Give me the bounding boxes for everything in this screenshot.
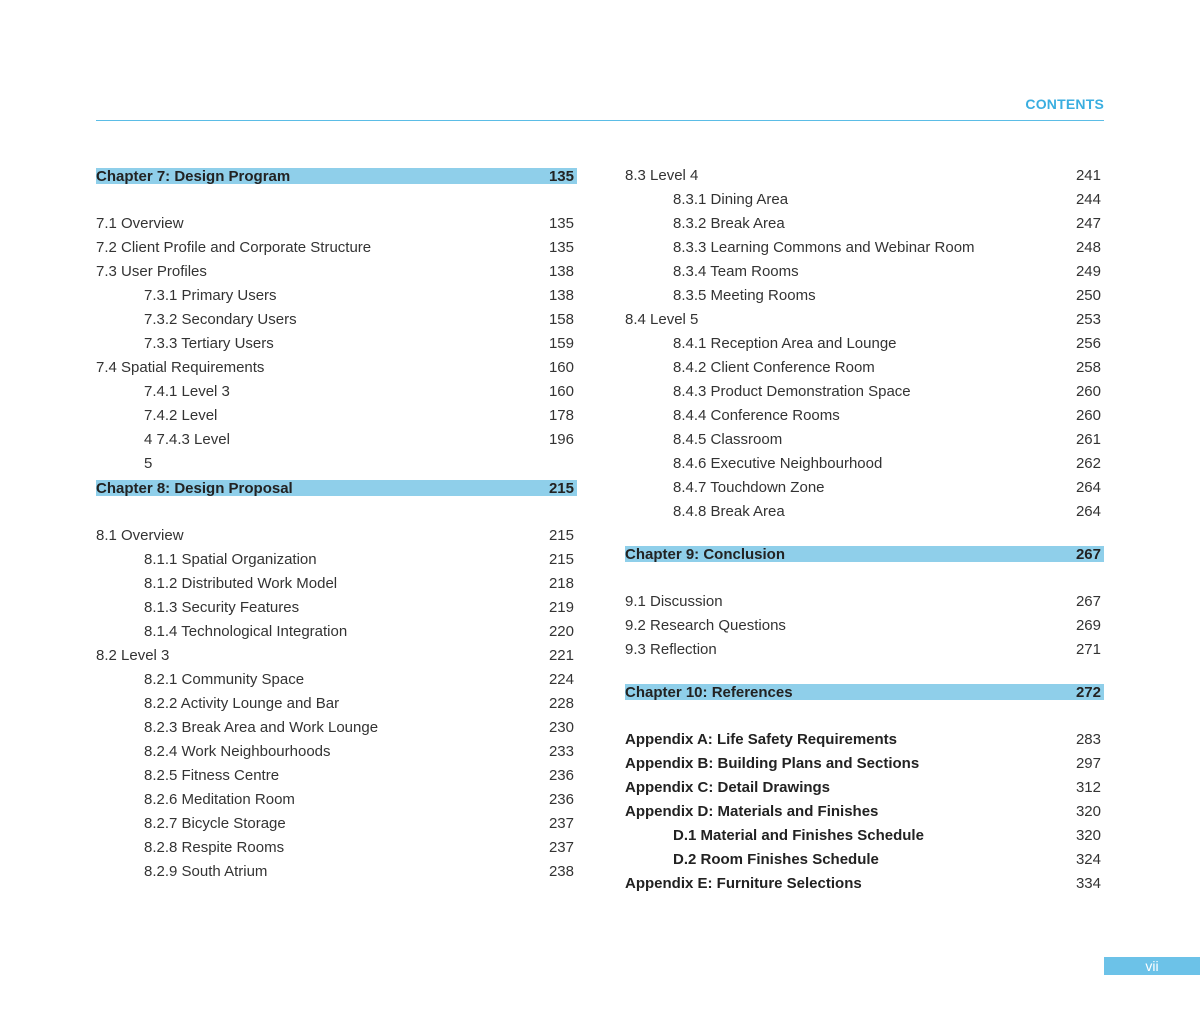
toc-subentry[interactable] [96, 311, 577, 335]
toc-entry-page: 138 [548, 287, 574, 304]
toc-entry-title: 8.4.7 Touchdown Zone [673, 479, 825, 496]
toc-entry-page: 215 [548, 527, 574, 544]
toc-appendix-entry[interactable] [625, 779, 1104, 803]
toc-entry-title: 8.4 Level 5 [625, 311, 699, 328]
toc-entry-title: 7.3.2 Secondary Users [144, 311, 297, 328]
toc-entry-page: 236 [548, 767, 574, 784]
toc-entry-title: 7.4 Spatial Requirements [96, 359, 265, 376]
toc-entry-title: 8.3.4 Team Rooms [673, 263, 799, 280]
toc-entry-page: 178 [548, 407, 574, 424]
toc-entry-page: 261 [1075, 431, 1101, 448]
toc-entry-title: 8.3.1 Dining Area [673, 191, 789, 208]
toc-entry-title: 8.1.3 Security Features [144, 599, 300, 616]
toc-entry-page: 320 [1075, 803, 1101, 820]
toc-entry-title: 8.1 Overview [96, 527, 184, 544]
toc-entry-page: 283 [1075, 731, 1101, 748]
toc-spacer [625, 527, 1104, 545]
toc-entry-page: 248 [1075, 239, 1101, 256]
toc-subentry[interactable] [625, 263, 1104, 287]
toc-entry[interactable] [96, 215, 577, 239]
page-header-title: CONTENTS [1025, 96, 1104, 112]
toc-subentry[interactable] [96, 407, 577, 431]
toc-subentry[interactable] [96, 743, 577, 767]
toc-entry[interactable] [96, 263, 577, 287]
toc-entry-title: 8.3 Level 4 [625, 167, 699, 184]
toc-chapter-heading[interactable] [96, 479, 577, 527]
toc-entry[interactable] [96, 359, 577, 383]
toc-entry-page: 230 [548, 719, 574, 736]
toc-entry-title: 9.2 Research Questions [625, 617, 786, 634]
toc-entry-page: 196 [548, 431, 574, 448]
toc-subentry[interactable] [96, 335, 577, 359]
toc-entry-page: 218 [548, 575, 574, 592]
toc-entry-page: 221 [548, 647, 574, 664]
toc-subentry[interactable] [96, 287, 577, 311]
toc-entry[interactable] [625, 167, 1104, 191]
toc-subentry[interactable] [96, 383, 577, 407]
toc-entry-page: 272 [1075, 684, 1101, 701]
toc-subentry[interactable] [96, 719, 577, 743]
toc-entry-page: 250 [1075, 287, 1101, 304]
toc-entry-page: 297 [1075, 755, 1101, 772]
toc-subentry[interactable] [625, 407, 1104, 431]
toc-entry-title: 8.3.2 Break Area [673, 215, 785, 232]
toc-entry-page: 324 [1075, 851, 1101, 868]
toc-entry-title: 8.1.2 Distributed Work Model [144, 575, 338, 592]
toc-entry-page: 334 [1075, 875, 1101, 892]
toc-entry-title: 8.4.4 Conference Rooms [673, 407, 840, 424]
toc-subentry[interactable] [96, 599, 577, 623]
toc-entry-title: 8.2.3 Break Area and Work Lounge [144, 719, 379, 736]
toc-entry-page: 135 [548, 168, 574, 185]
toc-entry-title: 8.4.8 Break Area [673, 503, 785, 520]
toc-entry-page: 220 [548, 623, 574, 640]
toc-subentry[interactable] [96, 767, 577, 791]
toc-subentry[interactable] [96, 551, 577, 575]
toc-subentry[interactable] [625, 215, 1104, 239]
toc-entry-title: 7.1 Overview [96, 215, 184, 232]
toc-entry[interactable] [625, 311, 1104, 335]
toc-entry-title: Appendix A: Life Safety Requirements [625, 731, 897, 748]
toc-entry-page: 260 [1075, 383, 1101, 400]
toc-entry-title: Appendix D: Materials and Finishes [625, 803, 879, 820]
toc-entry-title: 8.2.9 South Atrium [144, 863, 268, 880]
toc-entry-page: 160 [548, 359, 574, 376]
toc-subentry[interactable] [96, 695, 577, 719]
toc-entry-title: Chapter 9: Conclusion [625, 546, 786, 563]
toc-entry-title: 8.2.2 Activity Lounge and Bar [144, 695, 340, 712]
toc-entry-title: 8.4.3 Product Demonstration Space [673, 383, 911, 400]
toc-entry-title: Chapter 7: Design Program [96, 168, 291, 185]
toc-entry-page: 219 [548, 599, 574, 616]
toc-entry-page: 262 [1075, 455, 1101, 472]
toc-subentry[interactable] [625, 191, 1104, 215]
toc-entry-title: 8.1.4 Technological Integration [144, 623, 348, 640]
toc-entry-title: 8.4.6 Executive Neighbourhood [673, 455, 883, 472]
toc-entry-page: 238 [548, 863, 574, 880]
toc-entry-page: 260 [1075, 407, 1101, 424]
toc-appendix-entry[interactable] [625, 731, 1104, 755]
toc-entry-title: 8.3.5 Meeting Rooms [673, 287, 816, 304]
toc-entry-title: 8.4.1 Reception Area and Lounge [673, 335, 897, 352]
toc-subentry[interactable] [96, 671, 577, 695]
toc-entry-page: 271 [1075, 641, 1101, 658]
toc-entry-title: 4 7.4.3 Level [144, 431, 230, 448]
toc-subentry[interactable] [96, 839, 577, 863]
toc-entry-title: 8.4.2 Client Conference Room [673, 359, 875, 376]
toc-entry-page: 135 [548, 215, 574, 232]
toc-appendix-subentry[interactable] [625, 827, 1104, 851]
toc-entry-page: 159 [548, 335, 574, 352]
toc-entry-title: 8.2.1 Community Space [144, 671, 305, 688]
toc-subentry[interactable] [625, 383, 1104, 407]
toc-chapter-heading[interactable] [625, 545, 1104, 593]
toc-subentry[interactable] [625, 503, 1104, 527]
toc-entry-title: 9.1 Discussion [625, 593, 723, 610]
toc-entry-title: 5 [144, 455, 153, 472]
toc-entry-page: 135 [548, 239, 574, 256]
toc-entry-title: 8.2.7 Bicycle Storage [144, 815, 286, 832]
toc-entry-title: 8.2.8 Respite Rooms [144, 839, 285, 856]
toc-appendix-entry[interactable] [625, 755, 1104, 779]
toc-appendix-entry[interactable] [625, 803, 1104, 827]
toc-entry-title: 7.3.3 Tertiary Users [144, 335, 274, 352]
toc-chapter-heading[interactable] [96, 167, 577, 215]
toc-entry[interactable] [96, 239, 577, 263]
toc-subentry[interactable] [96, 815, 577, 839]
toc-left-column [96, 167, 577, 887]
toc-entry-page: 233 [548, 743, 574, 760]
toc-subentry[interactable] [625, 455, 1104, 479]
toc-entry-title: Appendix E: Furniture Selections [625, 875, 862, 892]
toc-entry-page: 237 [548, 839, 574, 856]
toc-entry-title: Appendix C: Detail Drawings [625, 779, 831, 796]
toc-entry-title: 8.2 Level 3 [96, 647, 170, 664]
toc-entry-title: 8.3.3 Learning Commons and Webinar Room [673, 239, 975, 256]
toc-entry-page: 320 [1075, 827, 1101, 844]
toc-entry-page: 160 [548, 383, 574, 400]
toc-subentry[interactable] [96, 431, 577, 455]
toc-chapter-heading[interactable] [625, 683, 1104, 731]
toc-entry[interactable] [625, 617, 1104, 641]
toc-entry-page: 249 [1075, 263, 1101, 280]
toc-entry-page: 237 [548, 815, 574, 832]
toc-subentry[interactable] [96, 623, 577, 647]
toc-entry-title: Chapter 8: Design Proposal [96, 480, 293, 497]
toc-entry-page: 312 [1075, 779, 1101, 796]
toc-entry-page: 247 [1075, 215, 1101, 232]
toc-right-column [625, 167, 1104, 899]
toc-entry-title: 8.4.5 Classroom [673, 431, 783, 448]
toc-subentry[interactable] [625, 239, 1104, 263]
toc-entry-page: 215 [548, 551, 574, 568]
toc-entry-title: D.1 Material and Finishes Schedule [673, 827, 924, 844]
toc-appendix-subentry[interactable] [625, 851, 1104, 875]
toc-entry-title: 8.2.6 Meditation Room [144, 791, 295, 808]
toc-subentry[interactable] [96, 575, 577, 599]
toc-entry-page: 236 [548, 791, 574, 808]
toc-entry-page: 267 [1075, 546, 1101, 563]
toc-entry-page: 228 [548, 695, 574, 712]
toc-entry-page: 241 [1075, 167, 1101, 184]
toc-subentry[interactable] [625, 479, 1104, 503]
toc-entry-page: 158 [548, 311, 574, 328]
toc-entry-page: 264 [1075, 503, 1101, 520]
toc-entry[interactable] [96, 527, 577, 551]
toc-entry-title: Appendix B: Building Plans and Sections [625, 755, 920, 772]
header-rule [96, 120, 1104, 121]
toc-entry-title: 7.3 User Profiles [96, 263, 207, 280]
toc-entry-title: 7.2 Client Profile and Corporate Structure [96, 239, 372, 256]
toc-entry-page: 264 [1075, 479, 1101, 496]
toc-appendix-entry[interactable] [625, 875, 1104, 899]
toc-entry-page: 138 [548, 263, 574, 280]
toc-entry[interactable] [625, 593, 1104, 617]
toc-entry-title: 7.4.1 Level 3 [144, 383, 230, 400]
toc-subentry[interactable] [96, 791, 577, 815]
toc-entry-page: 267 [1075, 593, 1101, 610]
toc-entry-title: 9.3 Reflection [625, 641, 717, 658]
toc-entry-title: D.2 Room Finishes Schedule [673, 851, 879, 868]
toc-entry-title: Chapter 10: References [625, 684, 793, 701]
toc-subentry[interactable] [625, 335, 1104, 359]
toc-subentry[interactable] [96, 455, 577, 479]
toc-entry-page: 256 [1075, 335, 1101, 352]
toc-entry[interactable] [625, 641, 1104, 665]
toc-entry[interactable] [96, 647, 577, 671]
toc-entry-title: 8.2.5 Fitness Centre [144, 767, 280, 784]
toc-entry-page: 224 [548, 671, 574, 688]
toc-subentry[interactable] [625, 287, 1104, 311]
toc-spacer [625, 665, 1104, 683]
toc-entry-page: 215 [548, 480, 574, 497]
toc-subentry[interactable] [625, 431, 1104, 455]
toc-entry-page: 258 [1075, 359, 1101, 376]
toc-entry-title: 8.1.1 Spatial Organization [144, 551, 317, 568]
toc-entry-page: 269 [1075, 617, 1101, 634]
toc-entry-title: 7.4.2 Level [144, 407, 218, 424]
toc-entry-title: 8.2.4 Work Neighbourhoods [144, 743, 331, 760]
toc-subentry[interactable] [96, 863, 577, 887]
toc-entry-title: 7.3.1 Primary Users [144, 287, 277, 304]
page-number-tab: vii [1104, 957, 1200, 975]
toc-entry-page: 244 [1075, 191, 1101, 208]
toc-subentry[interactable] [625, 359, 1104, 383]
toc-entry-page: 253 [1075, 311, 1101, 328]
